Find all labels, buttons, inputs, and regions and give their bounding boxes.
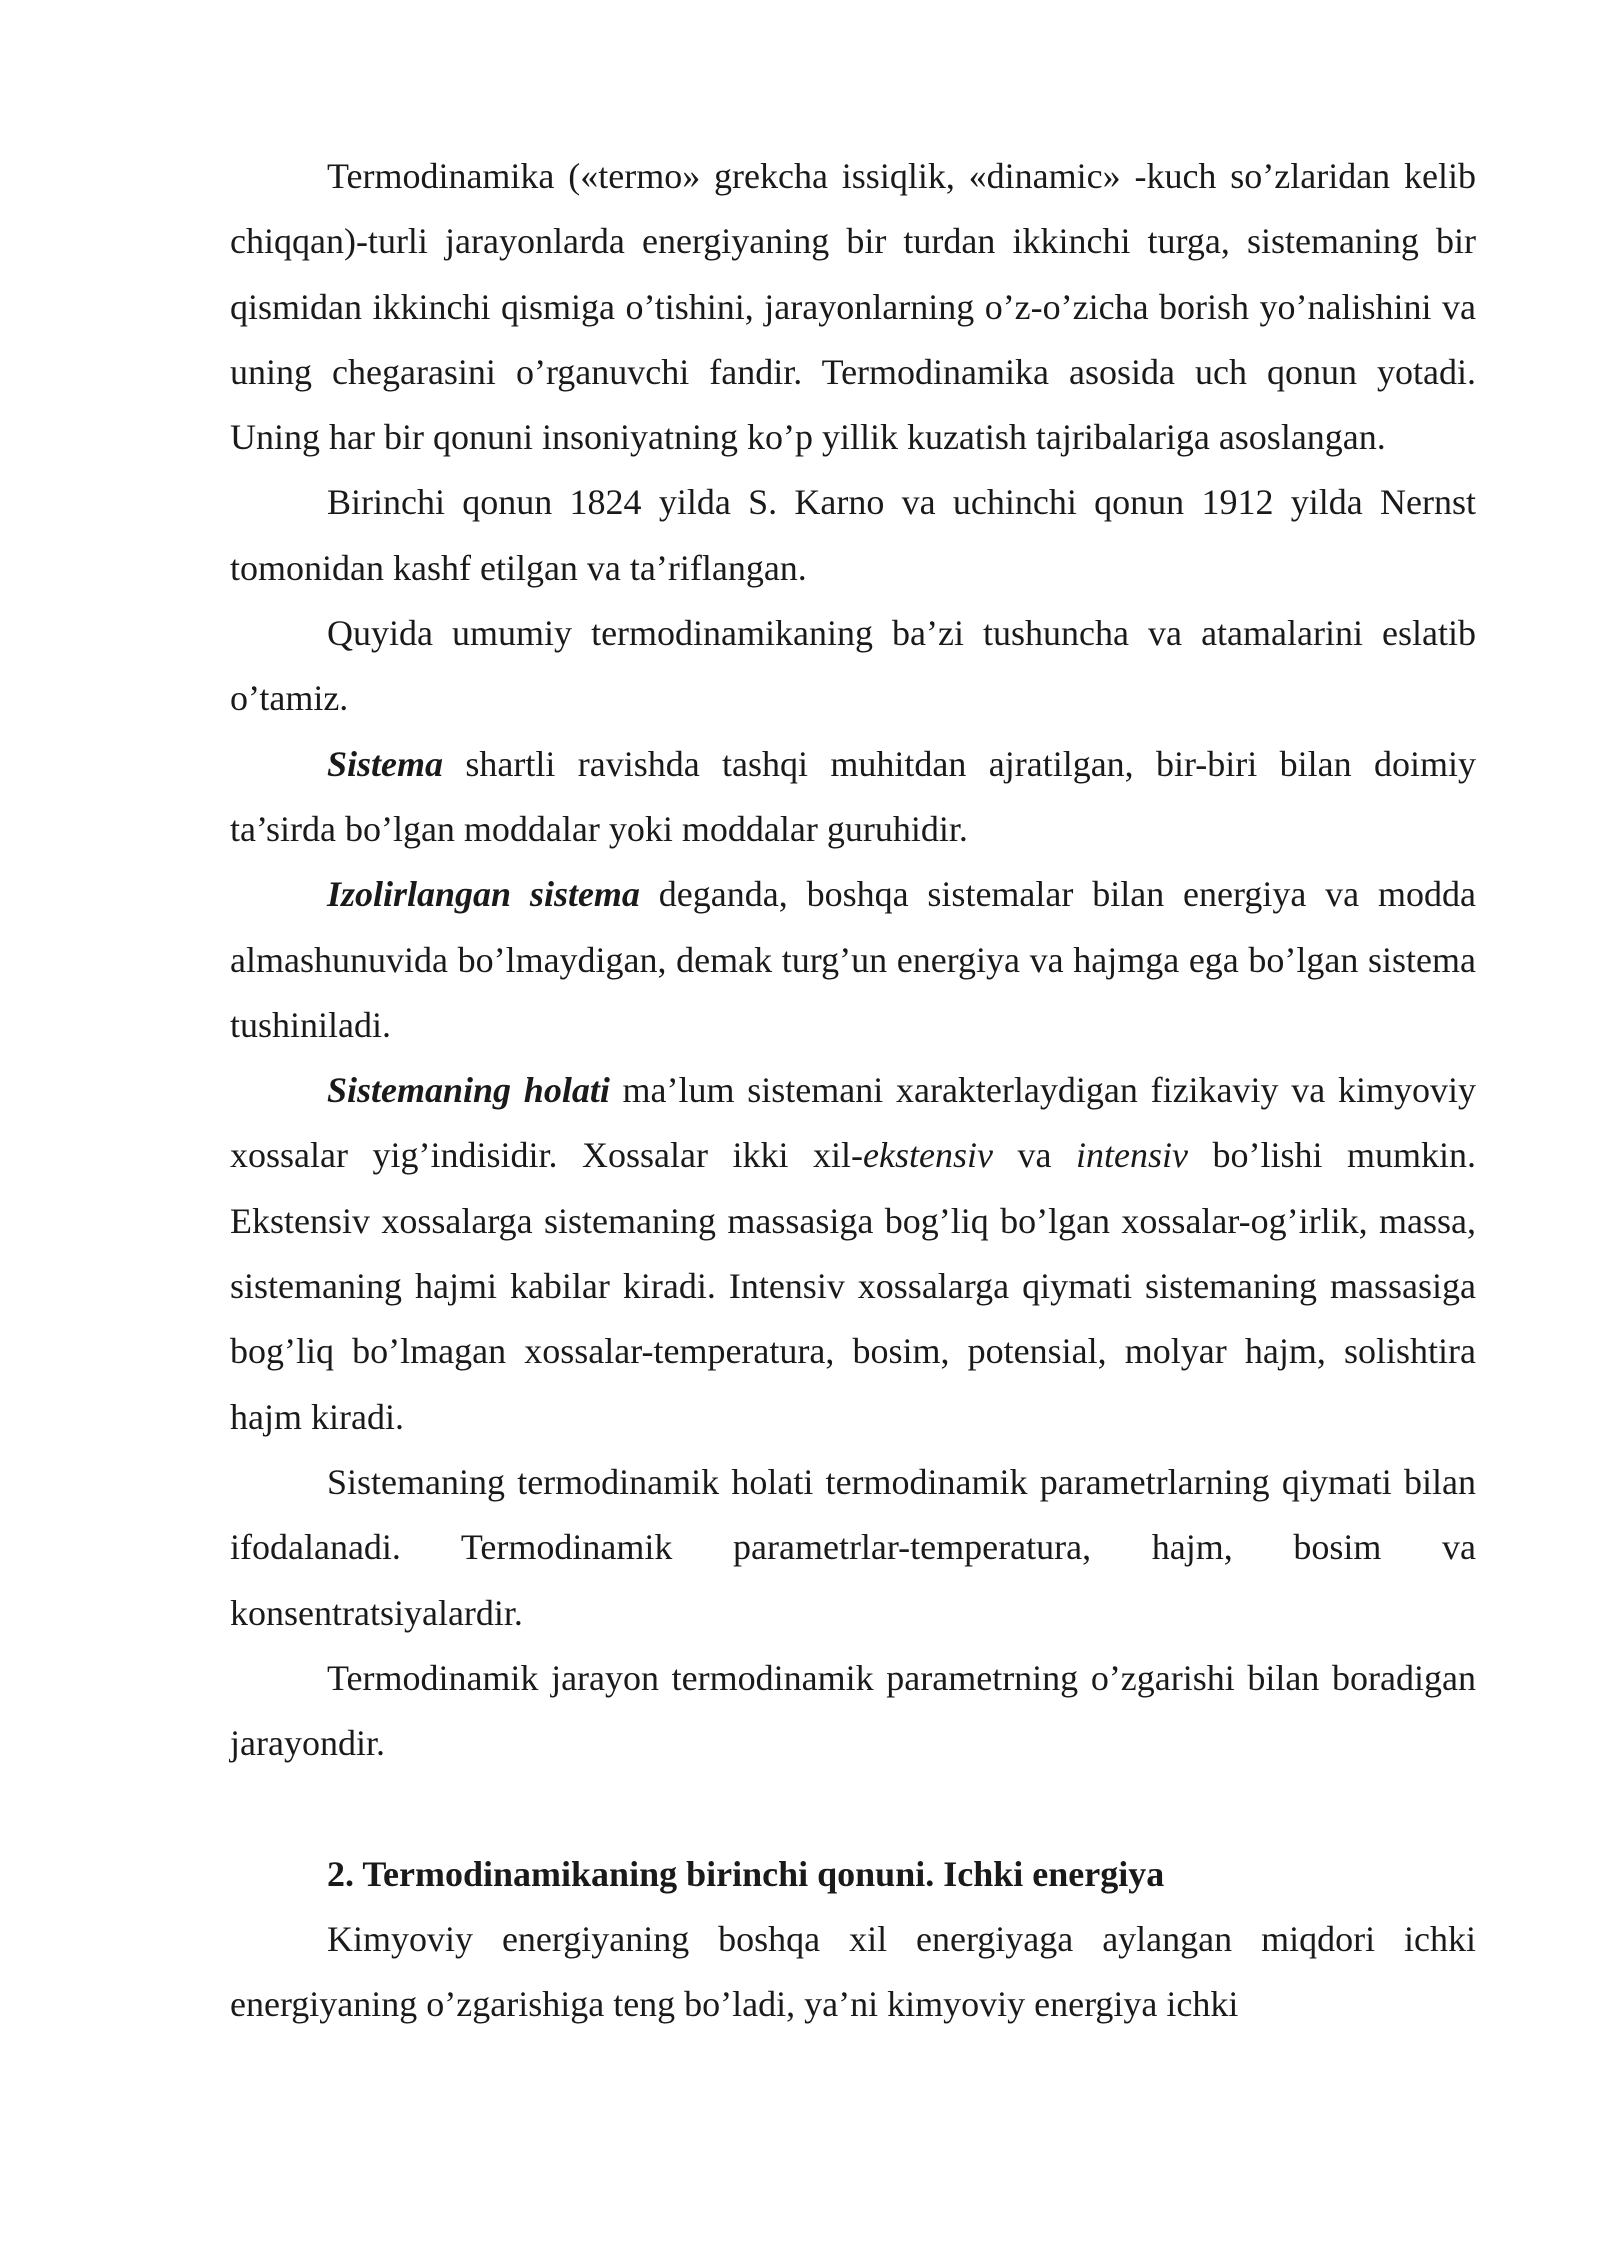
italic-intensiv: intensiv [1075,1135,1188,1176]
paragraph-termodinamika-definition: Termodinamika («termo» grekcha issiqlik, «dinamic» -kuch so’zlaridan kelib chiqqan)-turli jarayonlarda energiyaning bir turdan ikkinchi turga, sistemaning bir qismidan ikkinchi qismiga o’tishini, jarayonlarning o’z-o’zicha borish yo’nalishini va uning chegarasini o’rganuvchi fandir. Termodinamika asosida uch qonun yotadi. Uning har bir qonuni insoniyatning ko’p yillik kuzatish tajribalariga asoslangan. [230,156,1476,458]
paragraph-izolirlangan-sistema [230,862,1476,1058]
paragraph-intro-terms: Quyida umumiy termodinamikaning ba’zi tushuncha va atamalarini eslatib o’tamiz. [230,613,1476,719]
blank-line [230,1776,1476,1841]
paragraph-sistema [230,732,1476,863]
term-izolirlangan-sistema: Izolirlangan sistema [327,874,640,915]
paragraph-sistemaning-holati [230,1058,1476,1450]
definition-text: deganda, boshqa sistemalar bilan energiya va modda almashunuvida bo’lmaydigan, demak turg’un energiya va hajmga ega bo’lgan sistema tushiniladi. [230,874,1476,1045]
paragraph-termodinamik-holati: Sistemaning termodinamik holati termodinamik parametrlarning qiymati bilan ifodalanadi. Termodinamik parametrlar-temperatura, hajm, bosim va konsentratsiyalardir. [230,1461,1476,1633]
italic-ekstensiv: ekstensiv [863,1135,993,1176]
paragraph-termodinamik-jarayon: Termodinamik jarayon termodinamik parametrning o’zgarishi bilan boradigan jarayondir. [230,1657,1476,1764]
definition-text: ma’lum sistemani xarakterlaydigan fizikaviy va kimyoviy xossalar yig’indisidir. Xossalar ikki xil- [230,1070,1476,1176]
definition-text: va [992,1135,1076,1176]
paragraph-history: Birinchi qonun 1824 yilda S. Karno va uchinchi qonun 1912 yilda Nernst tomonidan kashf etilgan va ta’riflangan. [230,482,1476,588]
document-body [230,144,1476,2038]
term-sistema: Sistema [327,743,444,784]
section-heading: 2. Termodinamikaning birinchi qonuni. Ichki energiya [327,1853,1165,1894]
paragraph-first-law: Kimyoviy energiyaning boshqa xil energiyaga aylangan miqdori ichki energiyaning o’zgarishiga teng bo’ladi, ya’ni kimyoviy energiya ichki [230,1919,1476,2025]
term-sistemaning-holati: Sistemaning holati [327,1070,610,1111]
definition-text: bo’lishi mumkin. Ekstensiv xossalarga sistemaning massasiga bog’liq bo’lgan xossalar-og’irlik, massa, sistemaning hajmi kabilar kiradi. Intensiv xossalarga qiymati sistemaning massasiga bog’liq bo’lmagan xossalar-temperatura, bosim, potensial, molyar hajm, solishtira hajm kiradi. [230,1135,1476,1437]
definition-text: shartli ravishda tashqi muhitdan ajratilgan, bir-biri bilan doimiy ta’sirda bo’lgan moddalar yoki moddalar guruhidir. [230,743,1476,849]
